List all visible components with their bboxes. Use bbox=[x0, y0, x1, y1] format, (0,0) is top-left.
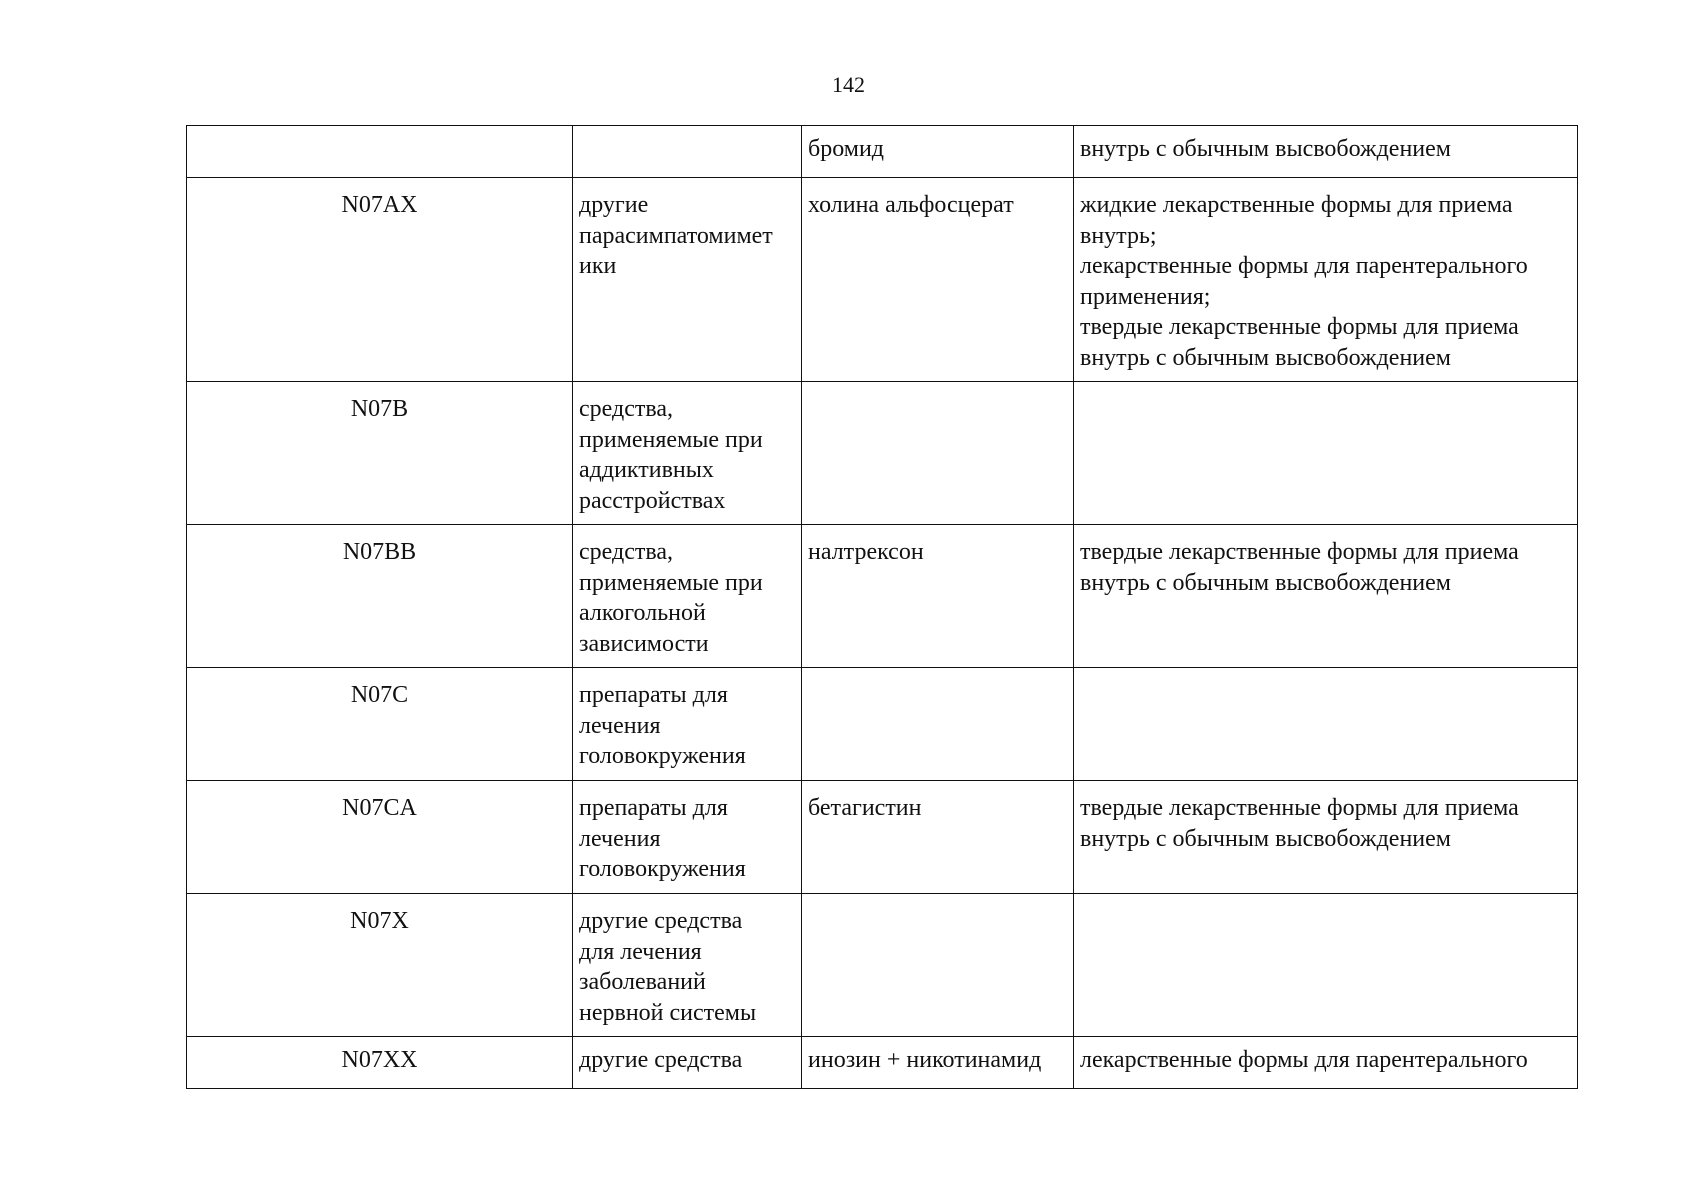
drug-name-cell: инозин + никотинамид bbox=[802, 1037, 1074, 1089]
atc-code-cell: N07AX bbox=[187, 178, 573, 382]
table-row bbox=[187, 525, 1578, 668]
page-number: 142 bbox=[832, 72, 865, 97]
table-row bbox=[187, 126, 1578, 178]
drug-name-cell bbox=[802, 668, 1074, 781]
group-name-cell: другие средства bbox=[573, 1037, 802, 1089]
table-row bbox=[187, 781, 1578, 894]
dosage-form-cell bbox=[1074, 382, 1578, 525]
group-name-cell: другие парасимпатомимет ики bbox=[573, 178, 802, 382]
group-name-cell: другие средства для лечения заболеваний нервной системы bbox=[573, 894, 802, 1037]
dosage-form-cell: лекарственные формы для парентерального bbox=[1074, 1037, 1578, 1089]
drug-table bbox=[186, 125, 1578, 1089]
group-name-cell: препараты для лечения головокружения bbox=[573, 668, 802, 781]
dosage-form-cell: твердые лекарственные формы для приема внутрь с обычным высвобождением bbox=[1074, 781, 1578, 894]
table-row bbox=[187, 178, 1578, 382]
group-name-cell bbox=[573, 126, 802, 178]
dosage-form-cell: жидкие лекарственные формы для приема внутрь; лекарственные формы для парентерального применения; твердые лекарственные формы для приема внутрь с обычным высвобождением bbox=[1074, 178, 1578, 382]
atc-code-cell: N07B bbox=[187, 382, 573, 525]
dosage-form-cell: внутрь с обычным высвобождением bbox=[1074, 126, 1578, 178]
drug-name-cell: бетагистин bbox=[802, 781, 1074, 894]
atc-code-cell bbox=[187, 126, 573, 178]
table-row bbox=[187, 668, 1578, 781]
dosage-form-cell: твердые лекарственные формы для приема внутрь с обычным высвобождением bbox=[1074, 525, 1578, 668]
atc-code-cell: N07X bbox=[187, 894, 573, 1037]
dosage-form-cell bbox=[1074, 668, 1578, 781]
drug-name-cell: холина альфосцерат bbox=[802, 178, 1074, 382]
atc-code-cell: N07CA bbox=[187, 781, 573, 894]
drug-name-cell: налтрексон bbox=[802, 525, 1074, 668]
atc-code-cell: N07XX bbox=[187, 1037, 573, 1089]
table-row bbox=[187, 894, 1578, 1037]
group-name-cell: средства, применяемые при аддиктивных расстройствах bbox=[573, 382, 802, 525]
atc-code-cell: N07C bbox=[187, 668, 573, 781]
drug-name-cell bbox=[802, 894, 1074, 1037]
atc-code-cell: N07BB bbox=[187, 525, 573, 668]
drug-name-cell: бромид bbox=[802, 126, 1074, 178]
table-row bbox=[187, 1037, 1578, 1089]
group-name-cell: средства, применяемые при алкогольной зависимости bbox=[573, 525, 802, 668]
dosage-form-cell bbox=[1074, 894, 1578, 1037]
table-row bbox=[187, 382, 1578, 525]
group-name-cell: препараты для лечения головокружения bbox=[573, 781, 802, 894]
drug-name-cell bbox=[802, 382, 1074, 525]
